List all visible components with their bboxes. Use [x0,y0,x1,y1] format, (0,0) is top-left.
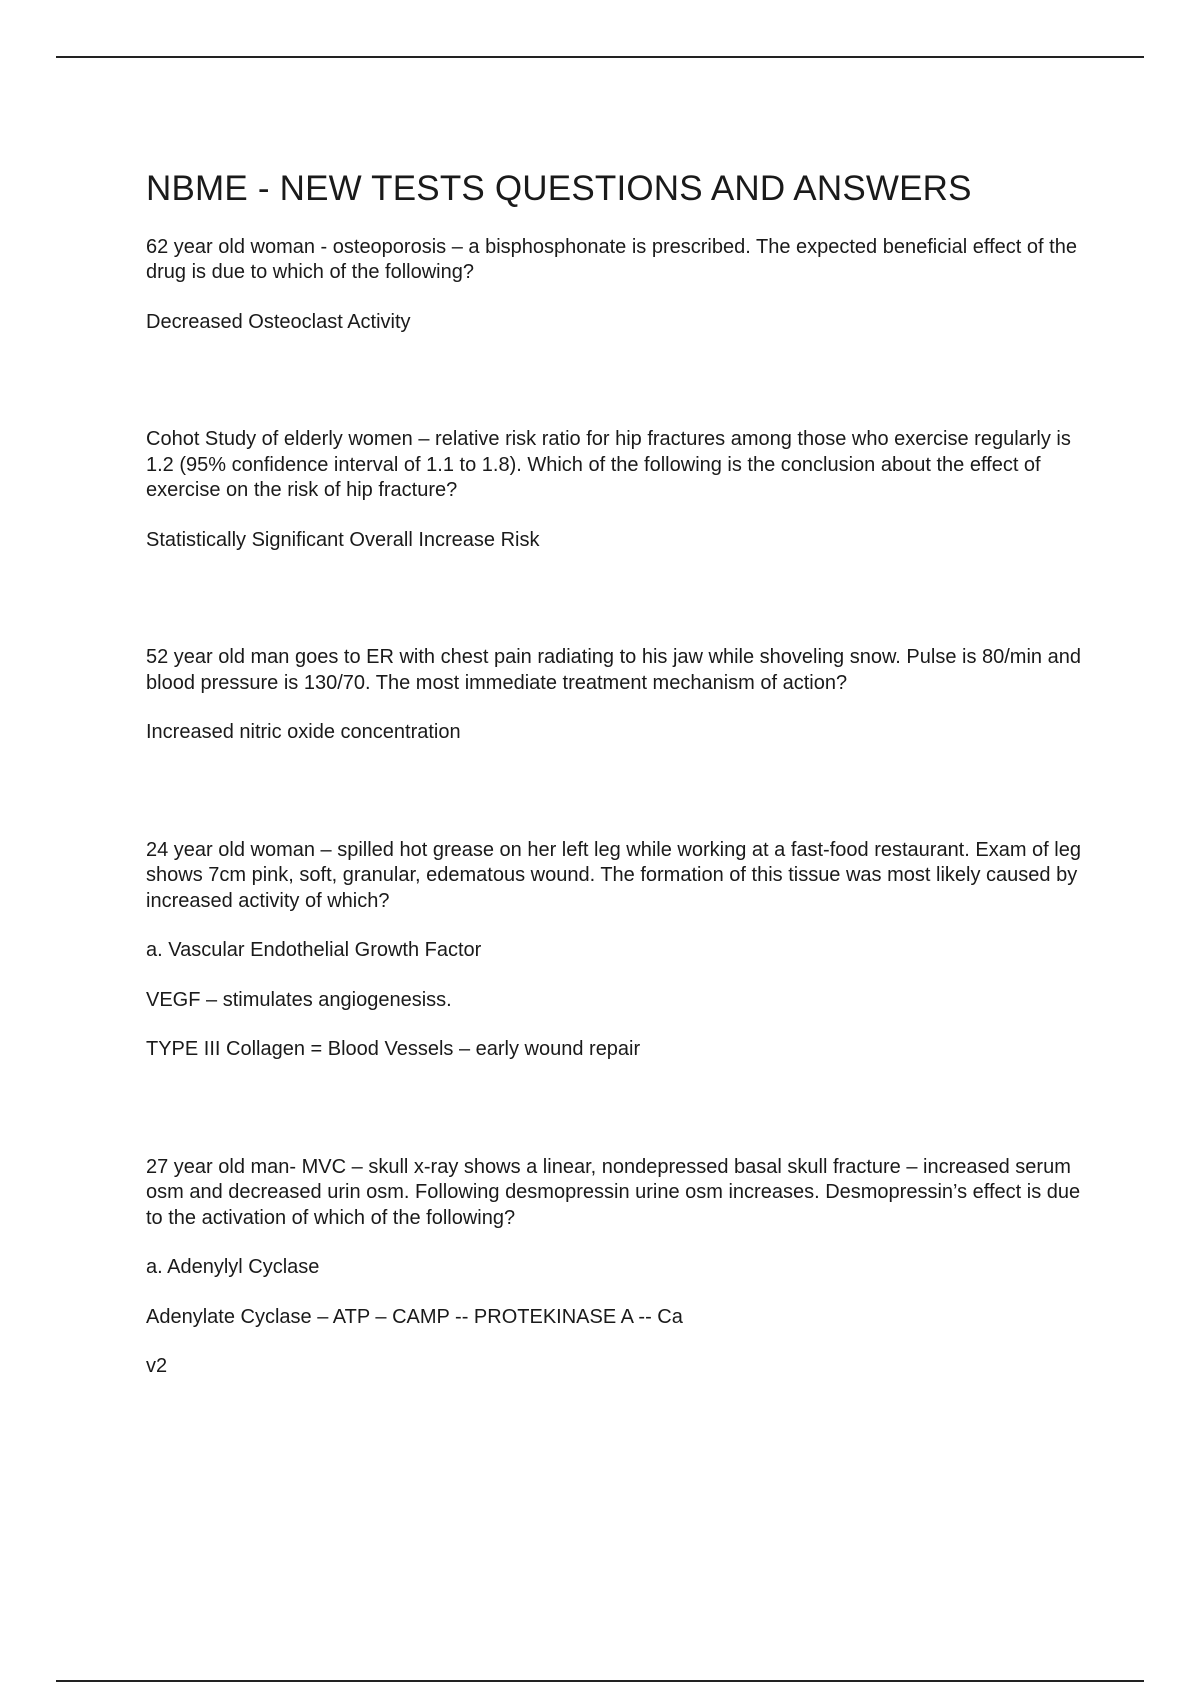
qa-section-1 [146,235,1096,336]
answer-4-note-collagen: TYPE III Collagen = Blood Vessels – early wound repair [146,1038,641,1060]
answer-3: Increased nitric oxide concentration [146,721,461,743]
qa-section-4 [146,838,1096,1063]
answer-5-note-pathway: Adenylate Cyclase – ATP – CAMP -- PROTEKINASE A -- Ca [146,1305,683,1328]
document-body [146,170,1096,1404]
qa-section-5 [146,1155,1096,1380]
question-5: 27 year old man- MVC – skull x-ray shows a linear, nondepressed basal skull fracture – increased serum osm and decreased urin osm. Following desmopressin urine osm increases. Desmopressin’s effect is due to the activation of which of the following? [146,1155,1081,1229]
answer-5a: a. Adenylyl Cyclase [146,1256,320,1278]
answer-4a: a. Vascular Endothelial Growth Factor [146,939,482,961]
question-3: 52 year old man goes to ER with chest pain radiating to his jaw while shoveling snow. Pulse is 80/min and blood pressure is 130/70. The most immediate treatment mechanism of action? [146,646,1081,694]
answer-1: Decreased Osteoclast Activity [146,310,411,333]
qa-section-2 [146,427,1096,553]
answer-2: Statistically Significant Overall Increase Risk [146,528,540,551]
question-2: Cohot Study of elderly women – relative risk ratio for hip fractures among those who exercise regularly is 1.2 (95% confidence interval of 1.1 to 1.8). Which of the following is the conclusion about the effect of exercise on the risk of hip fracture? [146,428,1071,501]
version-label: v2 [146,1355,168,1377]
document-title: NBME - NEW TESTS QUESTIONS AND ANSWERS [146,169,972,208]
header-rule [56,56,1144,58]
question-4: 24 year old woman – spilled hot grease on her left leg while working at a fast-food restaurant. Exam of leg shows 7cm pink, soft, granular, edematous wound. The formation of this tissue was most likely caused by increased activity of which? [146,838,1081,912]
question-1: 62 year old woman - osteoporosis – a bisphosphonate is prescribed. The expected beneficial effect of the drug is due to which of the following? [146,235,1077,283]
qa-section-3 [146,645,1096,746]
footer-rule [56,1680,1144,1682]
answer-4-note-vegf: VEGF – stimulates angiogenesiss. [146,988,452,1011]
